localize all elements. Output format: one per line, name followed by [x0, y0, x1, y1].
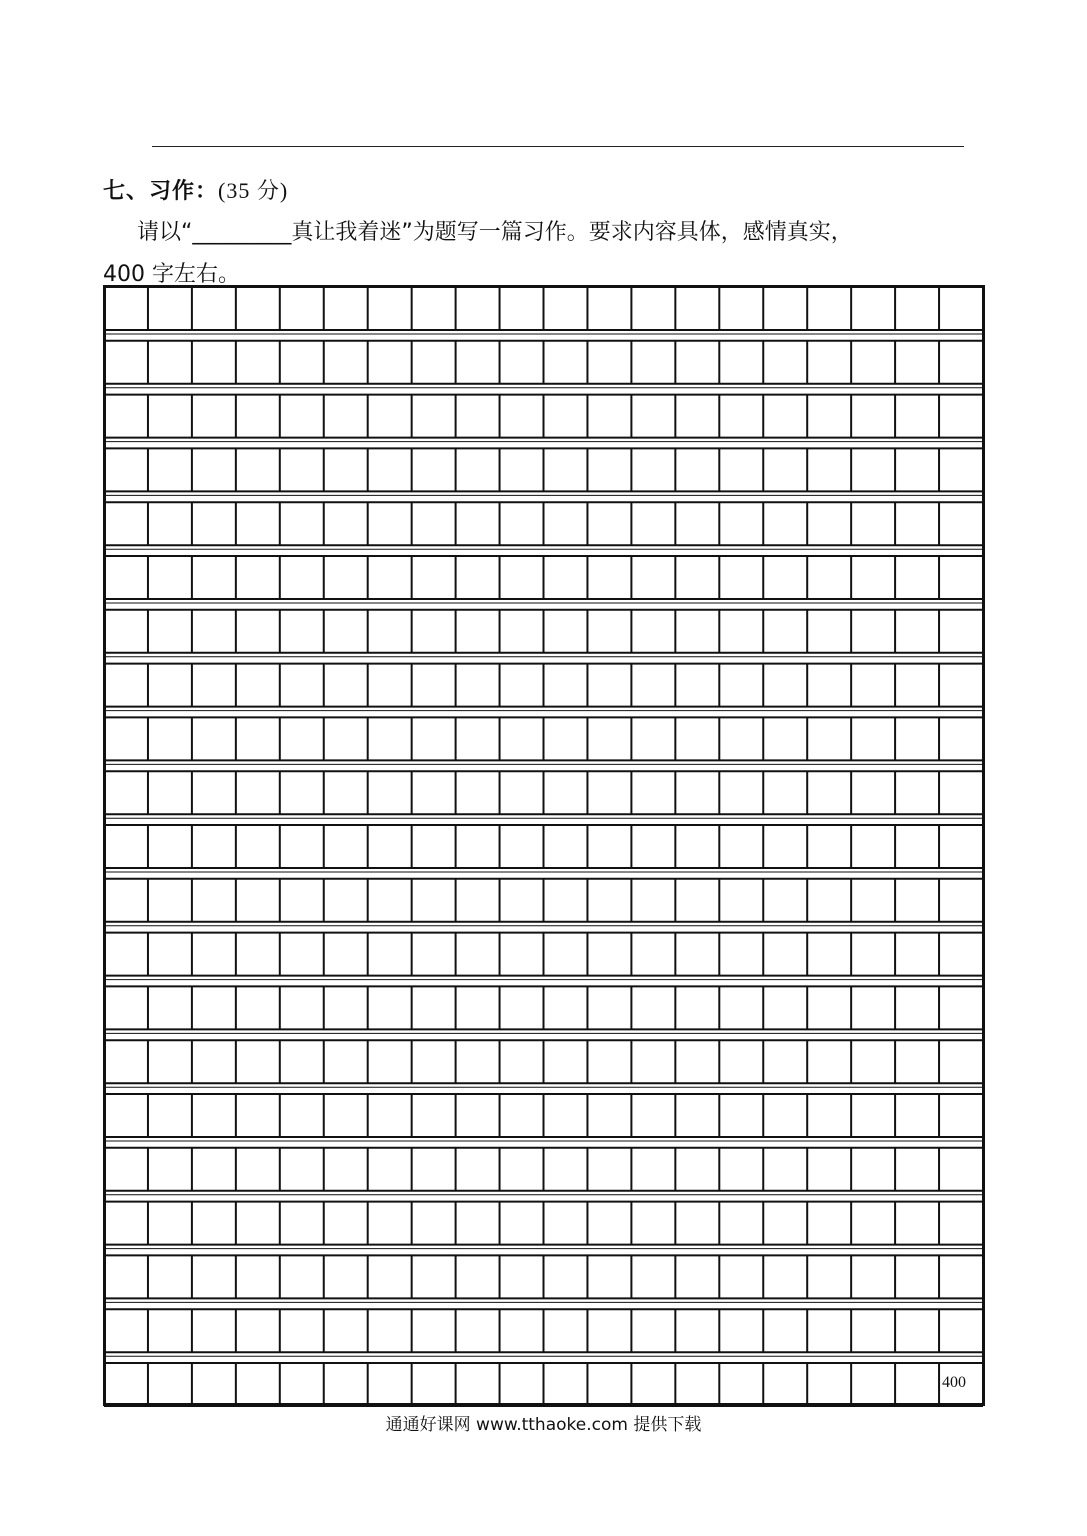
grid-row	[104, 448, 983, 495]
grid-row	[104, 1255, 983, 1302]
grid-row	[104, 717, 983, 764]
grid-row	[104, 556, 983, 603]
grid-row	[104, 825, 983, 872]
grid-row	[104, 610, 983, 657]
grid-row	[104, 1148, 983, 1195]
grid-row	[104, 771, 983, 818]
grid-row	[104, 933, 983, 980]
grid-row	[104, 395, 983, 442]
word-count-marker: 400	[942, 1374, 966, 1391]
footer-source: 通通好课网 www.tthaoke.com 提供下载	[385, 1415, 702, 1435]
grid-row	[104, 986, 983, 1033]
grid-row	[104, 502, 983, 549]
essay-prompt-line-2: 400 字左右。	[103, 262, 240, 287]
grid-row	[104, 1363, 983, 1406]
grid-row	[104, 1040, 983, 1087]
grid-row	[104, 1094, 983, 1141]
essay-prompt-line-1: 请以“_________真让我着迷”为题写一篇习作。要求内容具体，感情真实，	[137, 220, 853, 245]
section-title-label: 七、习作：	[103, 179, 219, 204]
grid-row	[104, 1202, 983, 1249]
grid-row	[104, 879, 983, 926]
section-score: (35 分)	[218, 178, 289, 203]
grid-row	[104, 287, 983, 334]
grid-row	[104, 1309, 983, 1356]
grid-row	[104, 664, 983, 711]
grid-row	[104, 341, 983, 388]
